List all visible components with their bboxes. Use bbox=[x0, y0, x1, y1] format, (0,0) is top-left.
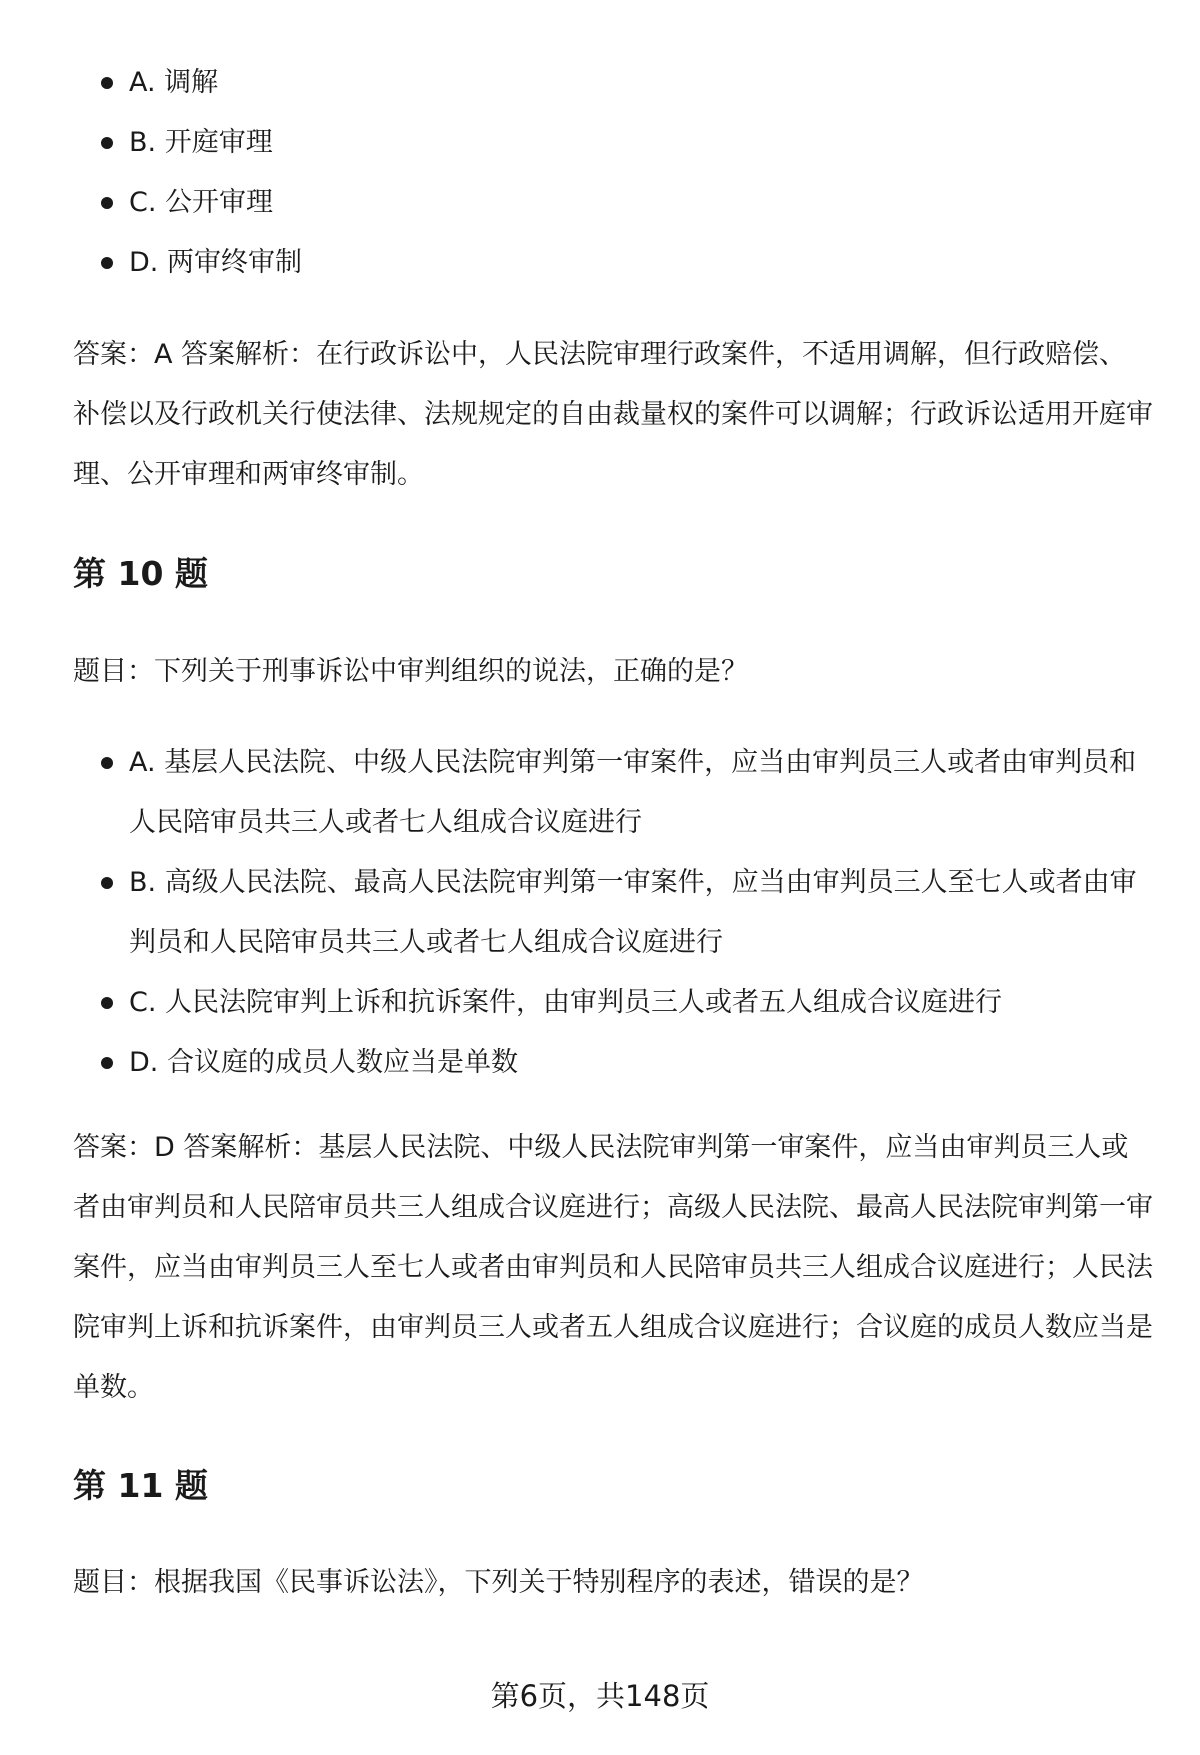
q11-question-block bbox=[73, 1553, 1153, 1613]
q10-option-b bbox=[73, 853, 1153, 973]
q11-heading-block bbox=[73, 1462, 1153, 1510]
option-text: B. 开庭审理 bbox=[129, 127, 273, 158]
q9-option-a bbox=[73, 53, 1153, 113]
q10-option-c bbox=[73, 973, 1153, 1033]
bullet-icon bbox=[101, 757, 113, 769]
bullet-icon bbox=[101, 137, 113, 149]
option-text: A. 调解 bbox=[129, 67, 219, 98]
bullet-icon bbox=[101, 1057, 113, 1069]
q9-answer-block bbox=[73, 325, 1153, 505]
q11-question: 题目：根据我国《民事诉讼法》，下列关于特别程序的表述，错误的是？ bbox=[73, 1567, 924, 1598]
option-text: D. 合议庭的成员人数应当是单数 bbox=[129, 1047, 518, 1078]
q9-option-b bbox=[73, 113, 1153, 173]
bullet-icon bbox=[101, 257, 113, 269]
q10-answer-block bbox=[73, 1118, 1153, 1418]
q10-options-block bbox=[73, 733, 1153, 1093]
q10-answer: 答案：D 答案解析：基层人民法院、中级人民法院审判第一审案件，应当由审判员三人或者由审判员和人民陪审员共三人组成合议庭进行；高级人民法院、最高人民法院审判第一审案件，应当由审判员三人至七人或者由审判员和人民陪审员共三人组成合议庭进行；人民法院审判上诉和抗诉案件，由审判员三人或者五人组成合议庭进行；合议庭的成员人数应当是单数。 bbox=[73, 1132, 1153, 1403]
q11-heading: 第 11 题 bbox=[73, 1466, 208, 1505]
q10-question: 题目：下列关于刑事诉讼中审判组织的说法，正确的是？ bbox=[73, 656, 748, 687]
q9-option-d bbox=[73, 233, 1153, 293]
option-text: C. 人民法院审判上诉和抗诉案件，由审判员三人或者五人组成合议庭进行 bbox=[129, 987, 1003, 1018]
q10-options-list bbox=[73, 733, 1153, 1093]
option-text: B. 高级人民法院、最高人民法院审判第一审案件，应当由审判员三人至七人或者由审判员和人民陪审员共三人或者七人组成合议庭进行 bbox=[129, 867, 1137, 958]
page-number: 第6页，共148页 bbox=[490, 1679, 710, 1713]
bullet-icon bbox=[101, 997, 113, 1009]
q9-options-list bbox=[73, 53, 1153, 293]
q10-option-a bbox=[73, 733, 1153, 853]
option-text: C. 公开审理 bbox=[129, 187, 274, 218]
option-text: D. 两审终审制 bbox=[129, 247, 302, 278]
bullet-icon bbox=[101, 877, 113, 889]
bullet-icon bbox=[101, 197, 113, 209]
q9-answer: 答案：A 答案解析：在行政诉讼中，人民法院审理行政案件，不适用调解，但行政赔偿、补偿以及行政机关行使法律、法规规定的自由裁量权的案件可以调解；行政诉讼适用开庭审理、公开审理和两审终审制。 bbox=[73, 339, 1153, 490]
q10-heading-block bbox=[73, 550, 1153, 598]
q9-options-block bbox=[73, 53, 1153, 293]
q9-option-c bbox=[73, 173, 1153, 233]
bullet-icon bbox=[101, 77, 113, 89]
option-text: A. 基层人民法院、中级人民法院审判第一审案件，应当由审判员三人或者由审判员和人民陪审员共三人或者七人组成合议庭进行 bbox=[129, 747, 1137, 838]
q10-question-block bbox=[73, 642, 1153, 702]
q10-heading: 第 10 题 bbox=[73, 554, 208, 593]
q10-option-d bbox=[73, 1033, 1153, 1093]
